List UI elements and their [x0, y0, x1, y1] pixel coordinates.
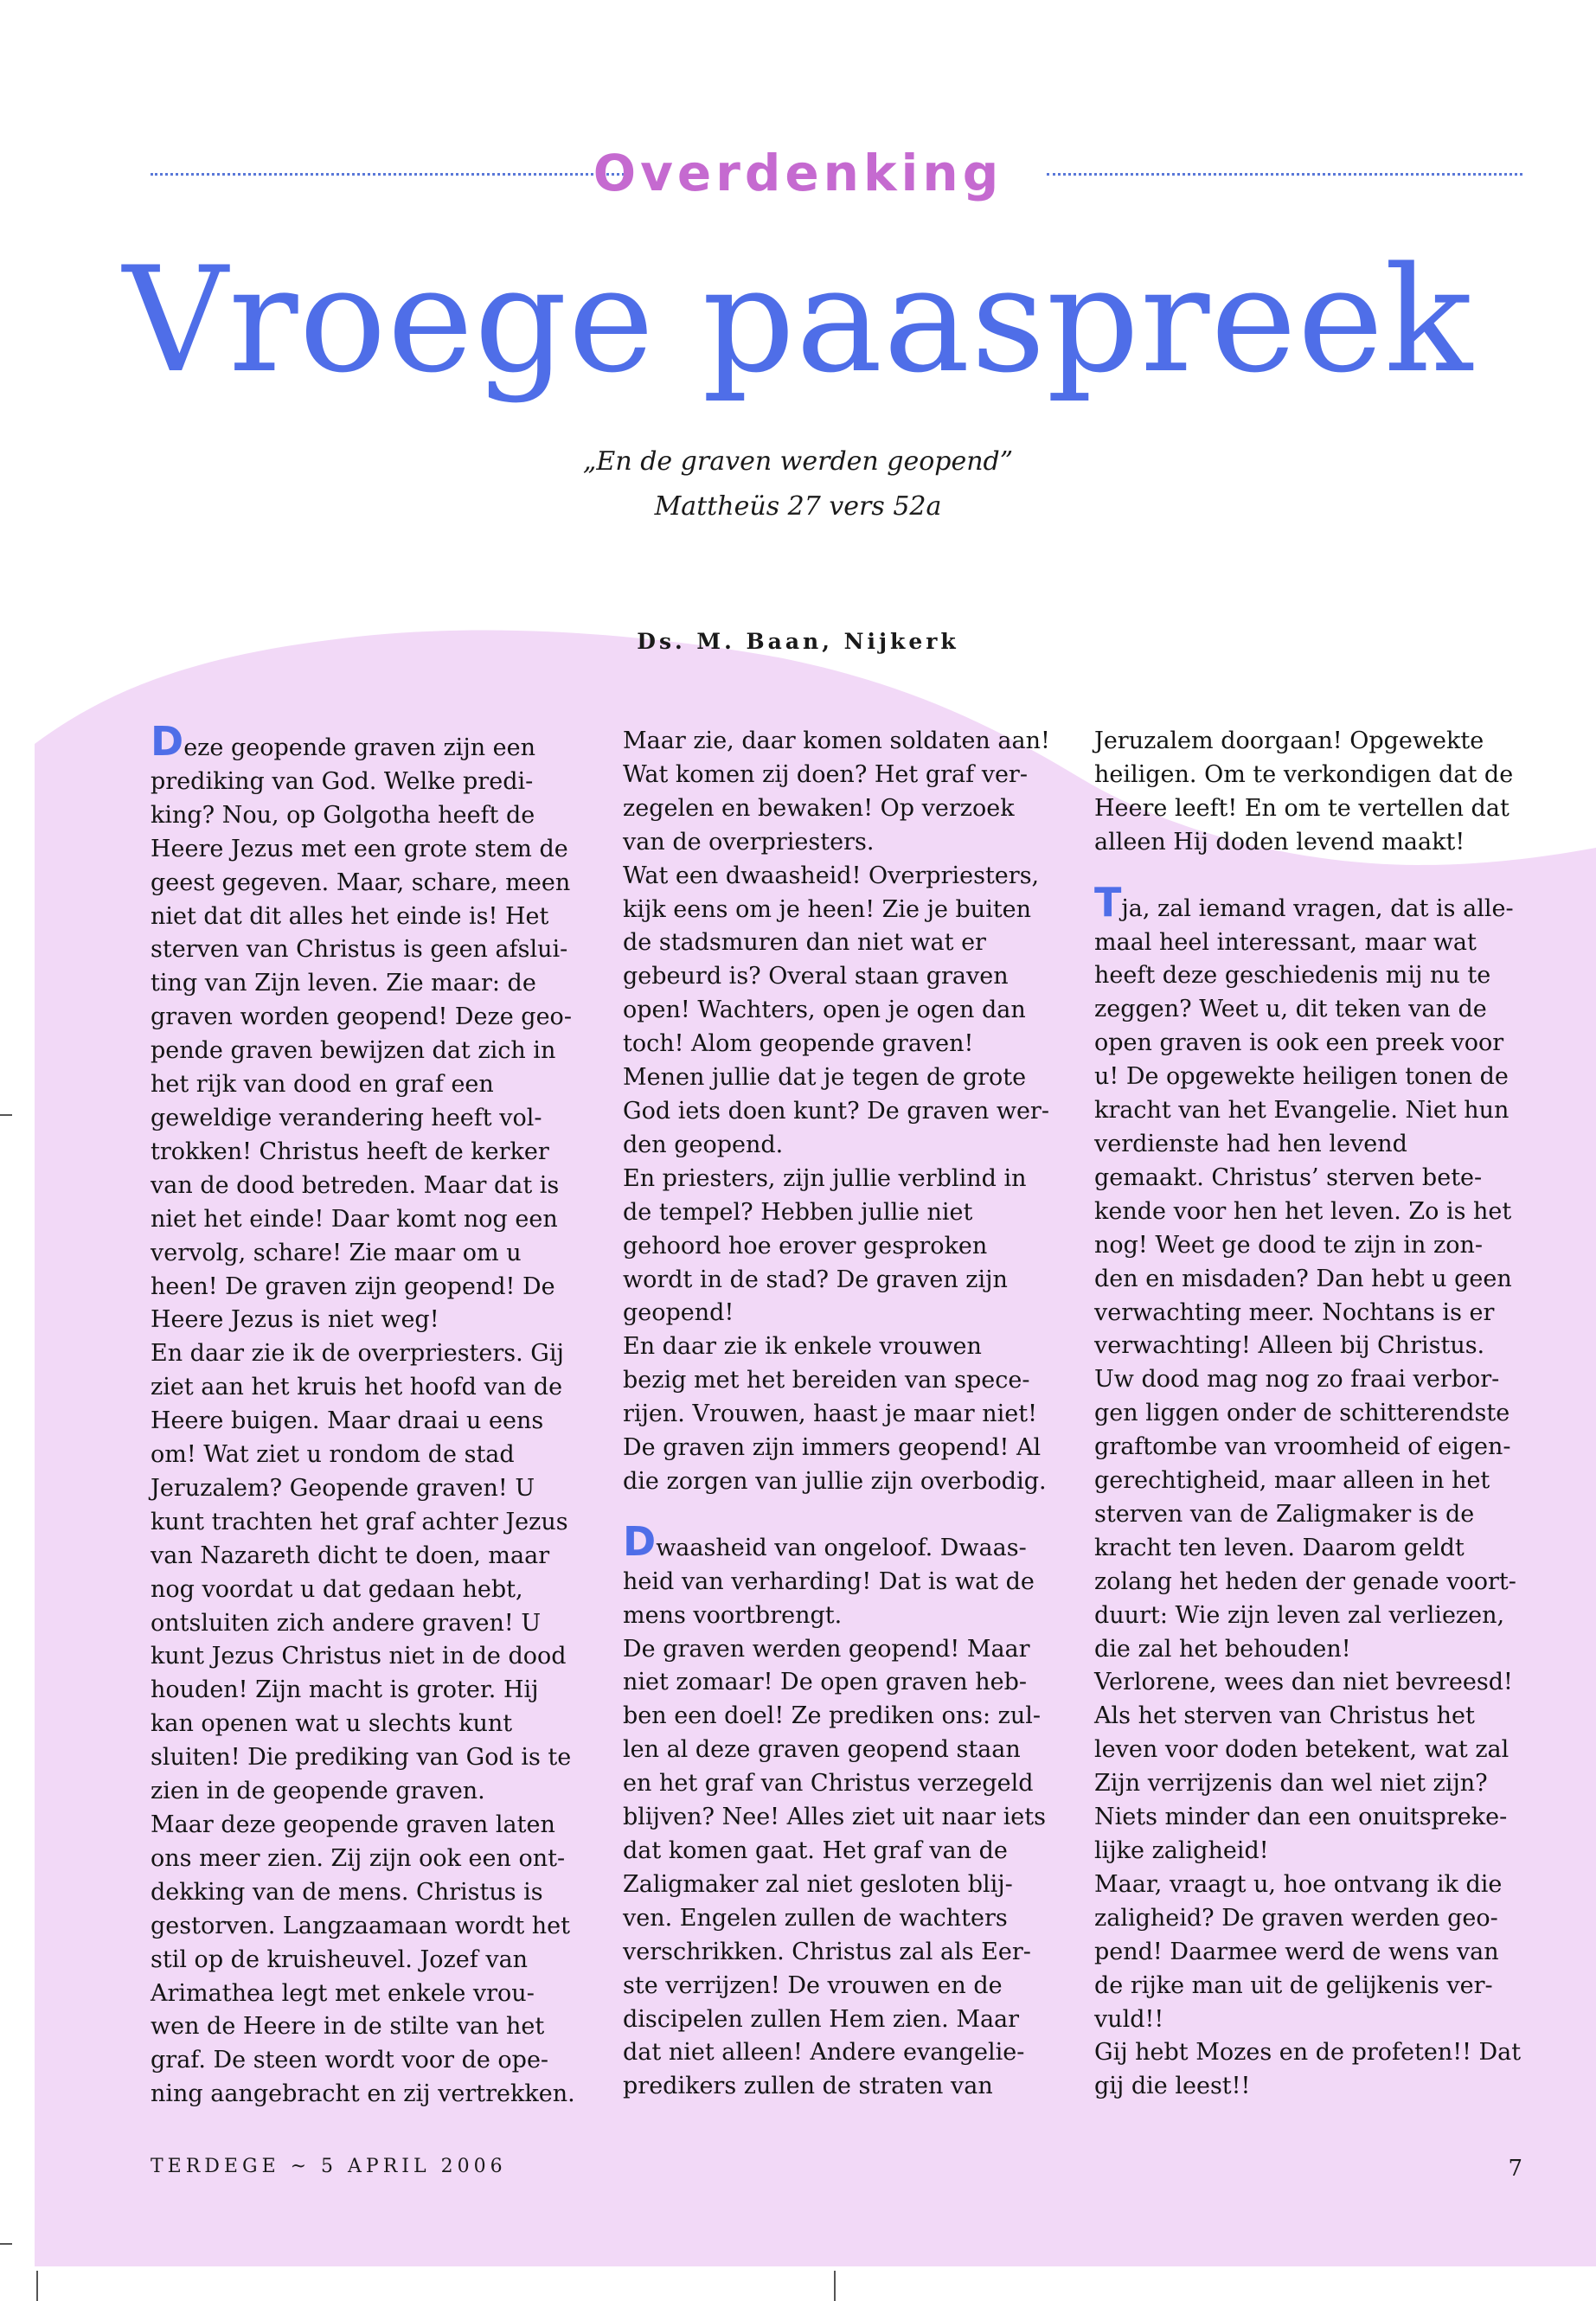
text-line [1094, 1431, 1527, 1465]
text-line [623, 725, 1055, 759]
text-line-content: gehoord hoe erover gesproken [623, 1232, 988, 1259]
text-line [151, 1876, 583, 1910]
text-line [1094, 1734, 1527, 1767]
text-column-2 [623, 725, 1055, 2104]
drop-cap: D [623, 1517, 657, 1565]
text-line [151, 799, 583, 833]
text-line [623, 1297, 1055, 1330]
text-line-content: Heere leeft! En om te vertellen dat [1094, 794, 1509, 822]
text-line-content: stil op de kruisheuvel. Jozef van [151, 1945, 529, 1973]
text-line [1094, 1633, 1527, 1667]
text-line-content: discipelen zullen Hem zien. Maar [623, 2005, 1020, 2033]
text-line-content: niet zomaar! De open graven heb- [623, 1669, 1028, 1696]
text-line-content: kunt Jezus Christus niet in de dood [151, 1643, 567, 1670]
text-line [623, 1230, 1055, 1264]
text-line-content: graven worden geopend! Deze geo- [151, 1003, 572, 1031]
text-line-content: En daar zie ik de overpriesters. Gij [151, 1340, 564, 1368]
text-line [1094, 1195, 1527, 1229]
text-line-content: ja, zal iemand vragen, dat is alle- [1121, 894, 1514, 922]
text-line [151, 1708, 583, 1741]
text-line-content: kijk eens om je heen! Zie je buiten [623, 895, 1032, 923]
text-line-content: zien in de geopende graven. [151, 1778, 485, 1805]
text-line-content: dekking van de mens. Christus is [151, 1878, 543, 1906]
text-line-content: len al deze graven geopend staan [623, 1736, 1021, 1764]
text-line-content: De graven zijn immers geopend! Al [623, 1434, 1042, 1462]
text-line [151, 1203, 583, 1237]
text-line [623, 1364, 1055, 1398]
text-line [623, 759, 1055, 792]
text-line-content: nog voordat u dat gedaan hebt, [151, 1575, 523, 1603]
text-line [151, 1574, 583, 1607]
text-line [623, 1700, 1055, 1734]
text-line [623, 894, 1055, 927]
text-line-content: verwachting! Alleen bij Christus. [1094, 1332, 1485, 1360]
text-line-content: Zaligmaker zal niet gesloten blij- [623, 1870, 1013, 1898]
text-line [623, 2070, 1055, 2104]
crop-mark [0, 1114, 12, 1116]
text-line [151, 1506, 583, 1540]
text-line [151, 766, 583, 799]
text-line-content: sterven van de Zaligmaker is de [1094, 1500, 1475, 1528]
text-line-content: king? Nou, op Golgotha heeft de [151, 801, 535, 829]
text-line [1094, 1229, 1527, 1263]
text-line-content: pend! Daarmee werd de wens van [1094, 1938, 1499, 1965]
text-line [151, 718, 583, 766]
text-line-content: En priesters, zijn jullie verblind in [623, 1164, 1027, 1192]
text-line [151, 1540, 583, 1574]
text-line [1094, 2003, 1527, 2037]
text-line [1094, 1094, 1527, 1128]
text-line [623, 1398, 1055, 1432]
text-line [1094, 1936, 1527, 1970]
scripture-quote: „En de graven werden geopend” [582, 446, 1014, 477]
text-line [623, 1432, 1055, 1465]
text-line-content: geweldige verandering heeft vol- [151, 1104, 542, 1131]
text-line [151, 1271, 583, 1304]
text-line [1094, 1532, 1527, 1566]
text-line [151, 1237, 583, 1271]
text-line-content: alleen Hij doden levend maakt! [1094, 828, 1465, 856]
text-line-content: Uw dood mag nog zo fraai verbor- [1094, 1366, 1500, 1394]
text-line [623, 860, 1055, 894]
text-line-content: Als het sterven van Christus het [1094, 1702, 1475, 1730]
text-line-content: sluiten! Die prediking van God is te [151, 1744, 572, 1772]
text-line-content: eze geopende graven zijn een [183, 734, 536, 761]
text-line [623, 1061, 1055, 1095]
text-line-content: van de dood betreden. Maar dat is [151, 1171, 560, 1199]
text-line [623, 1129, 1055, 1163]
text-line-content: niet het einde! Daar komt nog een [151, 1205, 558, 1233]
text-line-content: Zijn verrijzenis dan wel niet zijn? [1094, 1770, 1488, 1798]
text-line [623, 1936, 1055, 1970]
text-line-content: Wat komen zij doen? Het graf ver- [623, 760, 1028, 788]
paragraph-gap [623, 1499, 1055, 1525]
text-line [151, 901, 583, 934]
text-line [151, 833, 583, 867]
text-line-content: gij die leest!! [1094, 2073, 1251, 2100]
text-line-content: zeggen? Weet u, dit teken van de [1094, 996, 1487, 1023]
section-kicker: Overdenking [593, 144, 1003, 202]
text-line [1094, 1297, 1527, 1330]
crop-mark [834, 2271, 836, 2301]
text-line [623, 1801, 1055, 1835]
text-line-content: de rijke man uit de gelijkenis ver- [1094, 1971, 1493, 1999]
text-line [1094, 2070, 1527, 2104]
text-line-content: en het graf van Christus verzegeld [623, 1770, 1034, 1798]
text-line [151, 867, 583, 901]
text-line-content: trokken! Christus heeft de kerker [151, 1138, 549, 1165]
text-line-content: ben een doel! Ze prediken ons: zul- [623, 1702, 1042, 1730]
text-line [1094, 1498, 1527, 1532]
text-line-content: houden! Zijn macht is groter. Hij [151, 1676, 539, 1704]
text-line-content: ting van Zijn leven. Zie maar: de [151, 970, 536, 997]
text-line-content: ning aangebracht en zij vertrekken. [151, 2080, 575, 2108]
text-line [1094, 959, 1527, 993]
text-line [151, 1977, 583, 2011]
text-line-content: bezig met het bereiden van spece- [623, 1367, 1030, 1394]
text-line-content: heeft deze geschiedenis mij nu te [1094, 962, 1491, 990]
text-line-content: Arimathea legt met enkele vrou- [151, 1979, 535, 2007]
text-line [151, 2078, 583, 2112]
text-line [151, 1304, 583, 1337]
text-line [1094, 759, 1527, 792]
text-line-content: gestorven. Langzaamaan wordt het [151, 1912, 571, 1939]
text-line-content: Jeruzalem doorgaan! Opgewekte [1094, 727, 1484, 754]
text-line-content: Maar deze geopende graven laten [151, 1811, 555, 1838]
text-line-content: ons meer zien. Zij zijn ook een ont- [151, 1844, 566, 1872]
text-line-content: heid van verharding! Dat is wat de [623, 1567, 1035, 1595]
text-line-content: u! De opgewekte heiligen tonen de [1094, 1063, 1509, 1091]
text-line [623, 1163, 1055, 1196]
text-line [623, 1902, 1055, 1936]
text-line-content: die zal het behouden! [1094, 1635, 1351, 1663]
text-line-content: waasheid van ongeloof. Dwaas- [656, 1534, 1027, 1561]
text-line-content: heen! De graven zijn geopend! De [151, 1272, 555, 1300]
text-line [151, 967, 583, 1001]
text-line-content: sterven van Christus is geen afslui- [151, 936, 568, 964]
text-line-content: gebeurd is? Overal staan graven [623, 963, 1009, 990]
text-line-content: zegelen en bewaken! Op verzoek [623, 794, 1015, 822]
text-line-content: de stadsmuren dan niet wat er [623, 929, 986, 957]
text-line-content: wen de Heere in de stilte van het [151, 2013, 545, 2041]
text-line-content: Verlorene, wees dan niet bevreesd! [1094, 1669, 1513, 1696]
text-line [151, 1001, 583, 1035]
text-line-content: verwachting meer. Nochtans is er [1094, 1298, 1495, 1326]
text-line-content: Maar zie, daar komen soldaten aan! [623, 727, 1050, 754]
text-column-1 [151, 718, 583, 2112]
text-line [151, 1337, 583, 1371]
text-line [623, 2036, 1055, 2070]
page-number: 7 [1508, 2156, 1522, 2182]
text-line [151, 1371, 583, 1405]
text-line [1094, 1363, 1527, 1397]
text-line [623, 1835, 1055, 1868]
text-line-content: Menen jullie dat je tegen de grote [623, 1064, 1027, 1092]
text-line-content: Heere Jezus met een grote stem de [151, 835, 568, 862]
text-line [151, 1102, 583, 1136]
text-line [151, 1405, 583, 1439]
text-line-content: dat komen gaat. Het graf van de [623, 1837, 1008, 1864]
text-line-content: niet dat dit alles het einde is! Het [151, 902, 549, 930]
drop-cap: T [1094, 878, 1122, 926]
text-line [151, 1136, 583, 1170]
text-line [151, 2010, 583, 2044]
text-line [151, 1775, 583, 1809]
drop-cap: D [151, 718, 184, 765]
text-line-content: toch! Alom geopende graven! [623, 1030, 974, 1058]
text-line [151, 1472, 583, 1506]
text-line-content: kracht van het Evangelie. Niet hun [1094, 1097, 1509, 1125]
text-line-content: ven. Engelen zullen de wachters [623, 1904, 1008, 1932]
text-line-content: den en misdaden? Dan hebt u geen [1094, 1265, 1512, 1292]
text-line [151, 1910, 583, 1944]
text-line [1094, 1700, 1527, 1734]
text-line [623, 1264, 1055, 1298]
text-column-3 [1094, 725, 1527, 2104]
text-line-content: duurt: Wie zijn leven zal verliezen, [1094, 1601, 1505, 1629]
text-line-content: ste verrijzen! De vrouwen en de [623, 1971, 1003, 1999]
text-line [151, 1170, 583, 1203]
text-line [151, 1944, 583, 1977]
text-line-content: kende voor hen het leven. Zo is het [1094, 1197, 1512, 1225]
text-line-content: gerechtigheid, maar alleen in het [1094, 1467, 1490, 1495]
text-line [1094, 1263, 1527, 1297]
text-line [623, 926, 1055, 960]
crop-mark [36, 2271, 38, 2301]
text-line-content: de tempel? Hebben jullie niet [623, 1198, 973, 1226]
text-line [1094, 792, 1527, 826]
text-line-content: rijen. Vrouwen, haast je maar niet! [623, 1400, 1037, 1428]
text-line [1094, 1801, 1527, 1835]
text-line [151, 1674, 583, 1708]
text-line [1094, 725, 1527, 759]
text-line-content: gen liggen onder de schitterendste [1094, 1400, 1510, 1427]
text-line-content: nog! Weet ge dood te zijn in zon- [1094, 1231, 1484, 1259]
text-line [623, 1734, 1055, 1767]
text-line-content: God iets doen kunt? De graven wer- [623, 1097, 1049, 1125]
text-line-content: kan openen wat u slechts kunt [151, 1710, 513, 1738]
text-line [151, 1607, 583, 1641]
text-line [1094, 1027, 1527, 1061]
text-line [1094, 826, 1527, 860]
text-line [623, 1868, 1055, 1902]
text-line [623, 826, 1055, 860]
text-line [1094, 1061, 1527, 1094]
paragraph-gap [1094, 860, 1527, 886]
text-line-content: Wat een dwaasheid! Overpriesters, [623, 862, 1040, 889]
text-line-content: verdienste had hen levend [1094, 1130, 1407, 1157]
text-line-content: vuld!! [1094, 2005, 1164, 2033]
text-line-content: mens voortbrengt. [623, 1601, 843, 1629]
text-line [1094, 1902, 1527, 1936]
text-line-content: geopend! [623, 1299, 734, 1327]
text-line [623, 2003, 1055, 2037]
text-line-content: het rijk van dood en graf een [151, 1071, 494, 1099]
text-line [1094, 1767, 1527, 1801]
text-line-content: verschrikken. Christus zal als Eer- [623, 1938, 1031, 1965]
text-line [1094, 1599, 1527, 1633]
text-line [151, 1068, 583, 1102]
text-line [151, 1640, 583, 1674]
text-line [623, 1767, 1055, 1801]
text-line-content: kracht ten leven. Daarom geldt [1094, 1534, 1465, 1561]
text-line [623, 994, 1055, 1028]
text-line-content: De graven werden geopend! Maar [623, 1635, 1030, 1663]
text-line [1094, 2036, 1527, 2070]
text-line [151, 1035, 583, 1068]
text-line [623, 1517, 1055, 1566]
text-line-content: dat niet alleen! Andere evangelie- [623, 2039, 1025, 2067]
text-line [1094, 1666, 1527, 1700]
text-line [151, 1439, 583, 1472]
text-line [623, 1028, 1055, 1061]
text-line [1094, 926, 1527, 960]
text-line-content: heiligen. Om te verkondigen dat de [1094, 760, 1514, 788]
text-line [623, 1095, 1055, 1129]
text-line [151, 1809, 583, 1843]
text-line-content: van de overpriesters. [623, 828, 875, 856]
crop-mark [0, 2243, 12, 2245]
text-line-content: leven voor doden betekent, wat zal [1094, 1736, 1509, 1764]
text-line-content: van Nazareth dicht te doen, maar [151, 1541, 550, 1569]
text-line [151, 2044, 583, 2078]
text-line-content: prediking van God. Welke predi- [151, 767, 534, 795]
text-line [1094, 1868, 1527, 1902]
text-line-content: En daar zie ik enkele vrouwen [623, 1333, 982, 1361]
text-line-content: ontsluiten zich andere graven! U [151, 1609, 542, 1637]
text-line-content: open! Wachters, open je ogen dan [623, 997, 1026, 1024]
text-line [1094, 1162, 1527, 1195]
text-line-content: kunt trachten het graf achter Jezus [151, 1508, 568, 1535]
text-line-content: predikers zullen de straten van [623, 2073, 993, 2100]
text-line-content: lijke zaligheid! [1094, 1837, 1269, 1864]
scripture-reference: Mattheüs 27 vers 52a [654, 491, 942, 522]
text-line [1094, 1330, 1527, 1363]
text-line-content: Jeruzalem? Geopende graven! U [151, 1474, 535, 1502]
text-line-content: wordt in de stad? De graven zijn [623, 1266, 1008, 1293]
text-line [1094, 1128, 1527, 1162]
text-line [623, 960, 1055, 994]
text-line-content: Heere Jezus is niet weg! [151, 1306, 439, 1334]
text-line [1094, 878, 1527, 926]
text-line-content: graf. De steen wordt voor de ope- [151, 2047, 549, 2074]
footer-publication: TERDEGE ~ 5 APRIL 2006 [151, 2156, 507, 2177]
text-line-content: vervolg, schare! Zie maar om u [151, 1239, 522, 1266]
text-line [1094, 1566, 1527, 1599]
text-line-content: geest gegeven. Maar, schare, meen [151, 868, 571, 896]
article-title: Vroege paaspreek [122, 235, 1474, 405]
text-line-content: om! Wat ziet u rondom de stad [151, 1441, 515, 1469]
text-line-content: Heere buigen. Maar draai u eens [151, 1407, 544, 1435]
text-line-content: Gij hebt Mozes en de profeten!! Dat [1094, 2039, 1522, 2067]
text-line [623, 1666, 1055, 1700]
text-line [1094, 993, 1527, 1027]
text-line [1094, 1970, 1527, 2003]
text-line [1094, 1465, 1527, 1498]
text-line [623, 1566, 1055, 1599]
text-line [1094, 1397, 1527, 1431]
text-line [623, 1465, 1055, 1499]
text-line [623, 1599, 1055, 1633]
text-line-content: die zorgen van jullie zijn overbodig. [623, 1467, 1047, 1495]
author-byline: Ds. M. Baan, Nijkerk [637, 629, 959, 654]
text-line [623, 1196, 1055, 1230]
text-line-content: pende graven bewijzen dat zich in [151, 1037, 556, 1065]
text-line-content: graftombe van vroomheid of eigen- [1094, 1433, 1511, 1461]
text-line-content: open graven is ook een preek voor [1094, 1029, 1504, 1057]
text-line-content: blijven? Nee! Alles ziet uit naar iets [623, 1804, 1046, 1831]
text-line [151, 933, 583, 967]
text-line-content: zaligheid? De graven werden geo- [1094, 1904, 1498, 1932]
text-line-content: zolang het heden der genade voort- [1094, 1567, 1516, 1595]
text-line [623, 1970, 1055, 2003]
text-line-content: ziet aan het kruis het hoofd van de [151, 1374, 563, 1401]
text-line [1094, 1835, 1527, 1868]
text-line-content: den geopend. [623, 1131, 784, 1158]
text-line [623, 1330, 1055, 1364]
text-line [151, 1843, 583, 1876]
text-line-content: maal heel interessant, maar wat [1094, 928, 1477, 956]
text-line-content: Maar, vraagt u, hoe ontvang ik die [1094, 1870, 1503, 1898]
text-line-content: gemaakt. Christus’ sterven bete- [1094, 1163, 1483, 1191]
text-line [151, 1741, 583, 1775]
text-line [623, 1633, 1055, 1667]
text-line [623, 792, 1055, 826]
text-line-content: Niets minder dan een onuitspreke- [1094, 1804, 1508, 1831]
